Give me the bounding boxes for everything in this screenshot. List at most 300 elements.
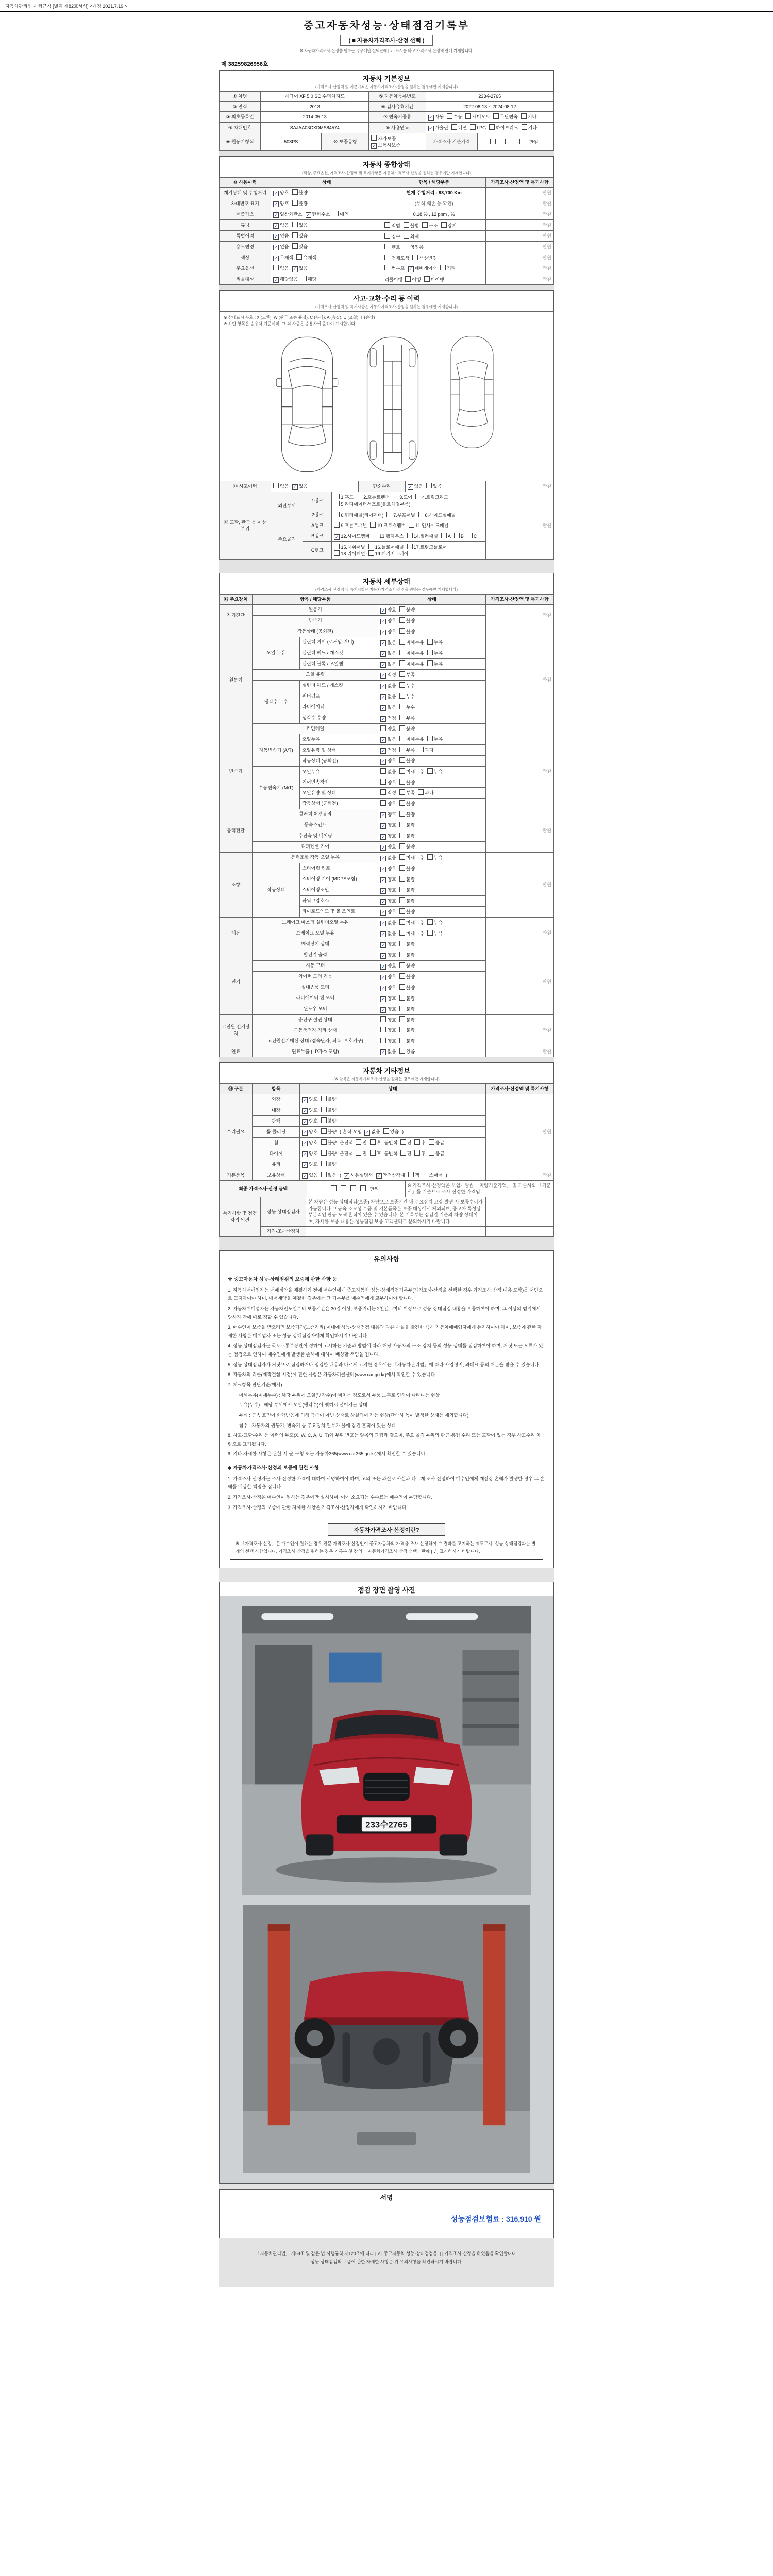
checkbox-label: 불량 <box>406 1006 415 1012</box>
checkbox-option[interactable] <box>333 211 348 218</box>
value-cell: 타이어 <box>253 1148 300 1159</box>
checkbox-option[interactable] <box>399 930 424 937</box>
checkbox-label: 12.사이드멤버 <box>341 533 370 539</box>
option-cell <box>382 231 485 242</box>
checkbox-option[interactable] <box>373 533 404 540</box>
checkbox-option[interactable] <box>334 533 369 540</box>
checkbox-option[interactable] <box>418 789 433 796</box>
checkbox-option[interactable] <box>273 244 289 250</box>
checkbox-option[interactable] <box>334 501 410 508</box>
checkbox-option[interactable] <box>412 255 437 262</box>
checkbox-option[interactable] <box>427 736 443 743</box>
checkbox-option[interactable] <box>399 779 415 786</box>
column-header: ⑬ 주요장치 <box>220 594 253 604</box>
checkbox-label: 침수 <box>391 233 400 239</box>
checkbox-option[interactable] <box>380 995 396 1002</box>
checkbox-option[interactable] <box>350 1185 357 1193</box>
checked-box-icon: ✓ <box>303 1151 307 1157</box>
checkbox-option[interactable] <box>441 222 457 229</box>
checkbox-option[interactable] <box>404 222 419 229</box>
checkbox-label: 양호 <box>387 779 396 785</box>
checkbox-option[interactable] <box>399 995 415 1002</box>
checkbox-option[interactable] <box>273 483 289 490</box>
checkbox-label: 미세누유 <box>406 737 424 742</box>
checkbox-option[interactable] <box>440 265 456 272</box>
checked-box-icon: ✓ <box>381 931 385 937</box>
checkbox-label: 양호 <box>309 1107 318 1113</box>
checkbox-option[interactable] <box>415 494 448 501</box>
checkbox-label: 있음 <box>406 1049 415 1055</box>
accident-diagram-panel <box>219 311 554 481</box>
checkbox-option[interactable] <box>371 135 396 142</box>
field-label: 원동기 <box>220 626 253 734</box>
checked-box-icon: ✓ <box>274 201 278 207</box>
checkbox-option[interactable] <box>273 200 289 207</box>
checkbox-option[interactable] <box>400 1139 412 1146</box>
checked-box-icon: ✓ <box>365 1129 369 1135</box>
checkbox-option[interactable] <box>380 747 396 754</box>
price-cell: 만원 <box>485 917 553 950</box>
checkbox-option[interactable] <box>292 189 308 196</box>
checkbox-option[interactable] <box>423 1172 443 1179</box>
checkbox-label: 불량 <box>406 1017 415 1023</box>
checkbox-option[interactable] <box>364 1129 380 1136</box>
checkbox-option[interactable] <box>399 865 415 872</box>
accident-history-table <box>219 481 554 492</box>
checkbox-option[interactable] <box>424 276 444 283</box>
checkbox-option[interactable] <box>384 222 400 229</box>
unchecked-box-icon <box>440 265 446 270</box>
checkbox-option[interactable] <box>292 265 308 272</box>
checkbox-option[interactable] <box>334 494 354 501</box>
checkbox-option[interactable] <box>302 1150 317 1157</box>
checkbox-option[interactable] <box>427 930 443 937</box>
checkbox-label: 불량 <box>406 866 415 871</box>
checkbox-option[interactable] <box>418 512 456 519</box>
checkbox-option[interactable] <box>380 920 396 926</box>
checkbox-option[interactable] <box>399 650 424 657</box>
checkbox-option[interactable] <box>321 1117 337 1125</box>
checkbox-option[interactable] <box>451 124 467 131</box>
checkbox-option[interactable] <box>380 789 396 796</box>
checkbox-option[interactable] <box>399 908 415 916</box>
price-cell: 만원 <box>485 1046 553 1057</box>
checkbox-option[interactable] <box>399 606 415 614</box>
checked-box-icon: ✓ <box>429 126 433 131</box>
checkbox-option[interactable] <box>301 276 316 283</box>
checkbox-option[interactable] <box>292 483 308 490</box>
checkbox-option[interactable] <box>400 1150 412 1157</box>
checkbox-label: 부족 <box>406 672 415 677</box>
checkbox-option[interactable] <box>399 876 415 883</box>
checkbox-option[interactable] <box>407 533 438 540</box>
section-title-etc <box>219 1062 554 1083</box>
checkbox-option[interactable] <box>384 255 409 262</box>
checkbox-label: 양호 <box>280 190 289 196</box>
option-cell <box>378 874 485 885</box>
checkbox-option[interactable] <box>302 1161 317 1168</box>
value-cell: 브레이크 오일 누유 <box>253 928 378 939</box>
checkbox-option[interactable] <box>334 550 365 557</box>
unchecked-box-icon <box>399 1006 405 1011</box>
checkbox-option[interactable] <box>399 984 415 991</box>
checkbox-option[interactable] <box>380 1038 396 1045</box>
checkbox-option[interactable] <box>292 232 308 240</box>
checkbox-option[interactable] <box>399 952 415 959</box>
checkbox-option[interactable] <box>292 200 308 207</box>
checkbox-option[interactable] <box>399 962 415 970</box>
checkbox-option[interactable] <box>380 952 396 959</box>
checkbox-option[interactable] <box>380 683 396 689</box>
checkbox-option[interactable] <box>380 736 396 743</box>
checkbox-option[interactable] <box>399 628 415 635</box>
price-cell: 만원 <box>485 604 553 626</box>
checkbox-option[interactable] <box>296 254 316 261</box>
checkbox-option[interactable] <box>380 672 396 679</box>
checkbox-option[interactable] <box>399 887 415 894</box>
checkbox-option[interactable] <box>510 139 516 146</box>
note-line: 6. 자동차의 리콜(제작결함 시정)에 관한 사항은 자동차리콜센터(www.car.go.kr)에서 확인할 수 있습니다. <box>228 1372 436 1378</box>
checkbox-option[interactable] <box>306 211 330 218</box>
value-cell: 2022-08-13 ~ 2024-08-12 <box>426 101 553 112</box>
checkbox-option[interactable] <box>334 544 365 551</box>
checkbox-option[interactable] <box>380 898 396 905</box>
checkbox-option[interactable] <box>380 1016 396 1024</box>
page-title: 중고자동차성능·상태점검기록부 <box>303 20 470 31</box>
checkbox-option[interactable] <box>380 639 396 646</box>
checkbox-option[interactable] <box>427 650 443 657</box>
checkbox-option[interactable] <box>521 113 536 121</box>
checkbox-option[interactable] <box>302 1140 317 1146</box>
overall-condition-table <box>219 177 554 285</box>
footer-legal-lines <box>219 2243 554 2265</box>
checkbox-option[interactable] <box>399 897 415 905</box>
value-cell: 고전원전기배선 상태 (접속단자, 피복, 보호기구) <box>253 1036 378 1046</box>
checkbox-option[interactable] <box>380 930 396 937</box>
checkbox-option[interactable] <box>399 1038 415 1045</box>
checkbox-label: 누수 <box>406 704 415 710</box>
checkbox-option[interactable] <box>465 113 490 121</box>
field-label: A랭크 <box>303 520 332 531</box>
checkbox-option[interactable] <box>273 190 289 196</box>
price-survey-select-label[interactable]: ( ■ 자동차가격조사·산정 선택 ) <box>340 35 433 46</box>
checkbox-option[interactable] <box>321 1096 337 1103</box>
checkbox-option[interactable] <box>334 522 367 529</box>
unchecked-box-icon <box>441 533 447 538</box>
checkbox-option[interactable] <box>428 125 448 131</box>
checkbox-label: 양호 <box>309 1140 318 1145</box>
checkbox-option[interactable] <box>399 671 415 679</box>
checkbox-option[interactable] <box>273 265 289 272</box>
checkbox-option[interactable] <box>408 265 437 272</box>
checkbox-option[interactable] <box>399 639 424 646</box>
checkbox-option[interactable] <box>454 533 464 540</box>
checkbox-option[interactable] <box>302 1096 317 1103</box>
section-title-basic-text: 자동차 기본정보 <box>363 75 410 82</box>
checkbox-option[interactable] <box>380 1048 396 1055</box>
checkbox-option[interactable] <box>399 1027 415 1034</box>
checked-box-icon: ✓ <box>381 1049 385 1055</box>
checkbox-option[interactable] <box>399 941 415 948</box>
checkbox-option[interactable] <box>399 747 415 754</box>
checkbox-option[interactable] <box>399 811 415 818</box>
column-header: 가격조사·산정액 및 특기사항 <box>485 177 553 188</box>
checkbox-label: 19.패키지트레이 <box>375 551 409 557</box>
checkbox-option[interactable] <box>380 876 396 883</box>
checkbox-label: 적정 <box>387 715 396 721</box>
checkbox-option[interactable] <box>500 139 507 146</box>
checkbox-option[interactable] <box>344 1172 373 1179</box>
checkbox-option[interactable] <box>489 124 518 131</box>
field-label: 가격·조사산정자 <box>261 1227 306 1237</box>
checkbox-option[interactable] <box>380 855 396 861</box>
field-label: 자기진단 <box>220 604 253 626</box>
checkbox-option[interactable] <box>380 985 396 991</box>
value-cell: 현재 주행거리 : 93,700 Km <box>382 188 485 198</box>
checkbox-option[interactable] <box>321 1150 337 1157</box>
checkbox-option[interactable] <box>399 919 424 926</box>
checkbox-option[interactable] <box>370 522 406 529</box>
checkbox-option[interactable] <box>380 1006 396 1013</box>
checkbox-option[interactable] <box>399 800 415 807</box>
checkbox-option[interactable] <box>292 243 308 250</box>
checkbox-option[interactable] <box>399 789 415 796</box>
checkbox-option[interactable] <box>380 887 396 894</box>
checkbox-option[interactable] <box>426 483 442 490</box>
unchecked-box-icon <box>386 512 392 517</box>
license-plate-text: 233수2765 <box>365 1820 408 1830</box>
checkbox-option[interactable] <box>380 833 396 840</box>
checkbox-option[interactable] <box>399 725 415 733</box>
checkbox-label: 응급 <box>435 1140 445 1145</box>
checkbox-option[interactable] <box>399 660 424 668</box>
value-cell: 시동 모터 <box>253 960 378 971</box>
note-line: · 침수 : 자동차의 원동기, 변속기 등 주요장치 일부가 물에 잠긴 흔적이 있는 상태 <box>236 1422 396 1428</box>
field-label: 전기 <box>220 950 253 1014</box>
checkbox-option[interactable] <box>370 1150 381 1157</box>
checkbox-label: 양호 <box>387 618 396 623</box>
checkbox-option[interactable] <box>493 113 518 121</box>
checkbox-option[interactable] <box>470 124 486 131</box>
checkbox-option[interactable] <box>273 233 289 240</box>
checkbox-option[interactable] <box>341 1185 347 1193</box>
checkbox-option[interactable] <box>380 1027 396 1034</box>
checkbox-option[interactable] <box>380 758 396 765</box>
checkbox-option[interactable] <box>380 974 396 980</box>
option-cell <box>378 798 485 809</box>
checkbox-option[interactable] <box>380 941 396 948</box>
checkbox-option[interactable] <box>380 822 396 829</box>
checkbox-option[interactable] <box>321 1161 337 1168</box>
checkbox-option[interactable] <box>414 1139 426 1146</box>
checkbox-option[interactable] <box>399 736 424 743</box>
option-cell <box>300 1170 486 1180</box>
checkbox-option[interactable] <box>405 276 421 283</box>
checkbox-option[interactable] <box>408 483 423 490</box>
checkbox-option[interactable] <box>357 494 390 501</box>
value-cell: 오일누유 <box>300 734 378 745</box>
checkbox-option[interactable] <box>384 244 400 251</box>
checkbox-option[interactable] <box>409 522 448 529</box>
checkbox-option[interactable] <box>376 1172 405 1179</box>
checkbox-option[interactable] <box>408 1172 419 1179</box>
unchecked-box-icon <box>384 244 390 249</box>
checkbox-option[interactable] <box>399 1016 415 1024</box>
checkbox-option[interactable] <box>368 550 409 557</box>
checkbox-option[interactable] <box>273 211 302 218</box>
checkbox-option[interactable] <box>427 639 443 646</box>
option-text: 만원 <box>369 1186 379 1192</box>
option-cell <box>378 648 485 658</box>
checkbox-option[interactable] <box>399 1048 415 1055</box>
checkbox-label: 불량 <box>406 779 415 785</box>
checkbox-option[interactable] <box>380 768 396 775</box>
checkbox-option[interactable] <box>384 265 405 272</box>
field-label: ⑨ 원동기형식 <box>220 133 261 151</box>
checkbox-option[interactable] <box>380 800 396 807</box>
checkbox-option[interactable] <box>302 1172 317 1179</box>
checkbox-option[interactable] <box>399 1006 415 1013</box>
checkbox-option[interactable] <box>399 768 424 775</box>
checkbox-option[interactable] <box>302 1107 317 1114</box>
checkbox-option[interactable] <box>427 660 443 668</box>
checkbox-option[interactable] <box>399 682 415 689</box>
checkbox-label: 양호 <box>387 909 396 914</box>
option-cell <box>378 971 485 982</box>
checkbox-option[interactable] <box>331 1185 338 1193</box>
checkbox-option[interactable] <box>380 618 396 624</box>
checkbox-option[interactable] <box>380 607 396 614</box>
checkbox-option[interactable] <box>418 747 433 754</box>
checkbox-option[interactable] <box>380 963 396 970</box>
checkbox-option[interactable] <box>428 114 444 121</box>
checkbox-option[interactable] <box>356 1139 367 1146</box>
checked-box-icon: ✓ <box>274 234 278 240</box>
checkbox-option[interactable] <box>399 973 415 980</box>
checkbox-label: 기타 <box>528 125 537 131</box>
checkbox-label: 사용설명서 <box>350 1172 373 1178</box>
checkbox-option[interactable] <box>380 844 396 851</box>
checkbox-option[interactable] <box>380 866 396 872</box>
checkbox-option[interactable] <box>404 233 419 240</box>
unchecked-box-icon <box>368 544 374 549</box>
value-cell: 광택 <box>253 1115 300 1126</box>
section-title-basic <box>219 70 554 91</box>
unchecked-box-icon <box>427 854 433 860</box>
checkbox-option[interactable] <box>321 1128 337 1136</box>
checkbox-option[interactable] <box>380 779 396 786</box>
checkbox-option[interactable] <box>399 693 415 700</box>
photo-car-front-in-workshop <box>242 1606 531 1895</box>
checkbox-label: 불량 <box>406 1038 415 1044</box>
checkbox-label: 양호 <box>387 1006 396 1012</box>
checkbox-option[interactable] <box>399 704 415 711</box>
checkbox-option[interactable] <box>399 715 415 722</box>
checkbox-option[interactable] <box>399 854 424 861</box>
checkbox-option[interactable] <box>429 1139 444 1146</box>
checkbox-option[interactable] <box>522 124 537 131</box>
note-line: 7. 체크항목 판단기준(예시) <box>228 1382 282 1387</box>
checked-box-icon: ✓ <box>306 212 310 218</box>
checkbox-option[interactable] <box>273 222 289 229</box>
checkbox-label: 없음 <box>280 244 289 250</box>
checkbox-option[interactable] <box>427 919 443 926</box>
checkbox-option[interactable] <box>321 1139 337 1146</box>
checkbox-option[interactable] <box>383 1128 399 1136</box>
checkbox-option[interactable] <box>380 725 396 733</box>
checkbox-option[interactable] <box>370 1139 381 1146</box>
unchecked-box-icon <box>418 512 424 517</box>
checkbox-option[interactable] <box>273 255 293 261</box>
unchecked-box-icon <box>380 779 386 785</box>
checkbox-option[interactable] <box>292 222 308 229</box>
unchecked-box-icon <box>292 222 298 227</box>
checkbox-option[interactable] <box>414 1150 426 1157</box>
checkbox-option[interactable] <box>321 1172 337 1179</box>
checked-box-icon: ✓ <box>381 672 385 678</box>
checkbox-option[interactable] <box>302 1129 317 1136</box>
checkbox-option[interactable] <box>334 512 383 519</box>
checkbox-label: B <box>460 533 464 539</box>
field-label: 제동 <box>220 917 253 950</box>
checkbox-option[interactable] <box>407 544 447 551</box>
checkbox-option[interactable] <box>380 704 396 711</box>
checkbox-option[interactable] <box>399 757 415 765</box>
checkbox-option[interactable] <box>321 1107 337 1114</box>
checkbox-option[interactable] <box>380 909 396 916</box>
checkbox-option[interactable] <box>519 139 526 146</box>
option-cell <box>271 231 382 242</box>
checkbox-option[interactable] <box>380 661 396 668</box>
checkbox-option[interactable] <box>360 1185 367 1193</box>
checkbox-option[interactable] <box>380 715 396 722</box>
checkbox-option[interactable] <box>273 276 298 283</box>
checkbox-option[interactable] <box>422 222 438 229</box>
checkbox-option[interactable] <box>427 768 443 775</box>
checkbox-option[interactable] <box>490 139 497 146</box>
checkbox-option[interactable] <box>380 650 396 657</box>
checkbox-option[interactable] <box>368 544 404 551</box>
checkbox-option[interactable] <box>384 233 400 240</box>
checkbox-option[interactable] <box>441 533 451 540</box>
field-label: 가격조사 기준가격 <box>426 133 477 151</box>
option-cell <box>378 917 485 928</box>
checkbox-option[interactable] <box>404 244 424 251</box>
checkbox-option[interactable] <box>356 1150 367 1157</box>
option-cell <box>426 112 553 123</box>
checkbox-option[interactable] <box>447 113 462 121</box>
section-gap <box>219 565 554 573</box>
checkbox-option[interactable] <box>399 617 415 624</box>
checkbox-option[interactable] <box>371 142 400 149</box>
unchecked-box-icon <box>380 800 386 806</box>
option-cell <box>378 680 485 691</box>
checkbox-option[interactable] <box>399 843 415 851</box>
checkbox-option[interactable] <box>467 533 477 540</box>
checkbox-option[interactable] <box>302 1118 317 1125</box>
checkbox-option[interactable] <box>380 811 396 818</box>
checkbox-option[interactable] <box>429 1150 444 1157</box>
title-note: ※ 자동차가격조사·산정을 원하는 경우에만 선택란에 [ √ ] 표시를 하고 가격조사·산정액 란에 기재합니다. <box>299 48 474 53</box>
checkbox-option[interactable] <box>399 822 415 829</box>
checkbox-option[interactable] <box>393 494 412 501</box>
checkbox-option[interactable] <box>386 512 415 519</box>
notice-lines <box>228 1275 545 1512</box>
checkbox-option[interactable] <box>399 833 415 840</box>
checkbox-option[interactable] <box>427 854 443 861</box>
checkbox-option[interactable] <box>380 693 396 700</box>
checkbox-option[interactable] <box>380 629 396 635</box>
